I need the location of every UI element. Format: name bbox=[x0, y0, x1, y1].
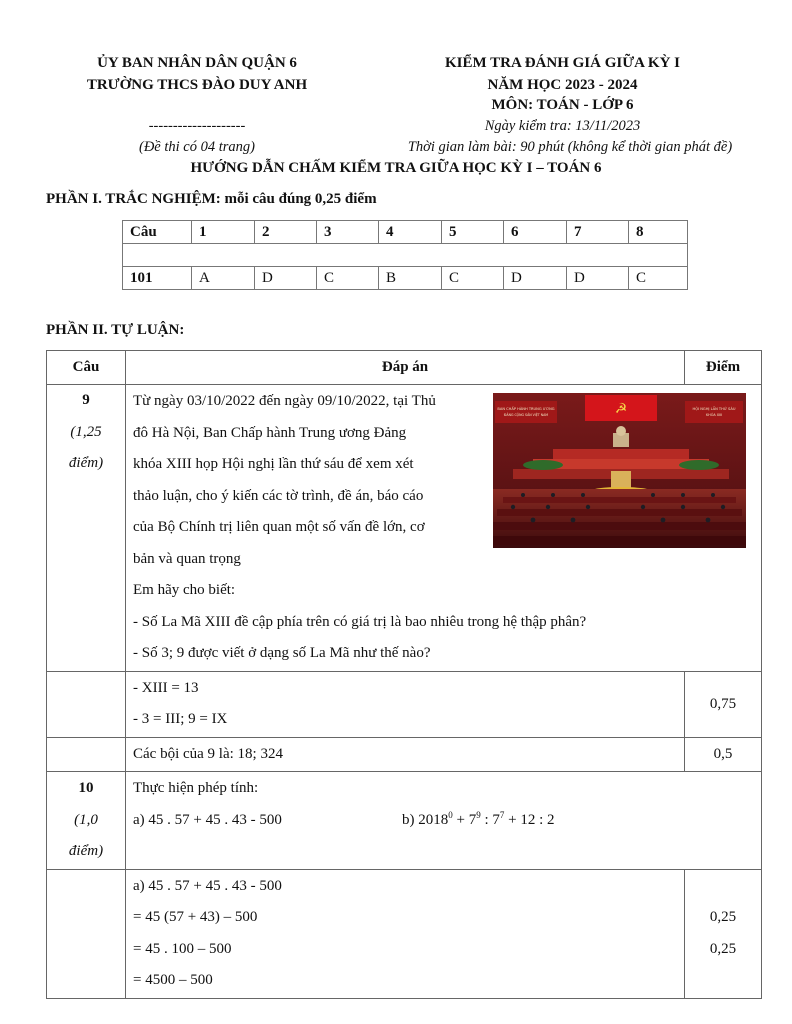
mc-answer-cell: D bbox=[567, 267, 629, 290]
q9-answer-line: - 3 = III; 9 = IX bbox=[133, 711, 228, 727]
mc-header-cell: 3 bbox=[317, 221, 379, 244]
mc-header-cell: 4 bbox=[379, 221, 442, 244]
q9-number: 9 bbox=[82, 392, 90, 408]
q9-points-unit: điểm) bbox=[68, 455, 104, 471]
mc-answer-row bbox=[123, 267, 688, 290]
q9-line: - Số 3; 9 được viết ở dạng số La Mã như thế nào? bbox=[133, 645, 431, 661]
q9-answer-row bbox=[47, 671, 762, 737]
q10-points: (1,0 bbox=[74, 811, 98, 828]
mc-answer-cell: D bbox=[255, 267, 317, 290]
col-diem-header: Điểm bbox=[685, 351, 762, 385]
exam-time: Thời gian làm bài: 90 phút (không kể thời gian phát đề) bbox=[407, 139, 733, 155]
page-count-note: (Đề thi có 04 trang) bbox=[139, 139, 255, 155]
part1-title: PHẦN I. TRẮC NGHIỆM: mỗi câu đúng 0,25 điểm bbox=[46, 191, 377, 207]
q10-question-text bbox=[126, 772, 762, 870]
col-cau-header: Câu bbox=[47, 351, 126, 385]
part2-title: PHẦN II. TỰ LUẬN: bbox=[46, 322, 185, 338]
mc-header-cell: 5 bbox=[442, 221, 504, 244]
svg-text:☭: ☭ bbox=[614, 401, 628, 417]
q10-b-prefix: b) 2018 bbox=[402, 811, 449, 828]
q10-b-exp: 7 bbox=[499, 809, 505, 820]
q9-line: Em hãy cho biết: bbox=[133, 582, 236, 598]
q10-b-exp: 0 bbox=[448, 809, 453, 820]
q10-solution-text bbox=[126, 869, 685, 998]
multiple-choice-table bbox=[122, 220, 688, 290]
q10-points-line: 0,25 bbox=[709, 940, 737, 957]
svg-text:HỘI NGHỊ LẦN THỨ SÁU: HỘI NGHỊ LẦN THỨ SÁU bbox=[692, 407, 736, 411]
q10-problems bbox=[133, 805, 760, 837]
school-name: TRƯỜNG THCS ĐÀO DUY ANH bbox=[86, 77, 308, 93]
q9-answer-text bbox=[126, 671, 685, 737]
q10-solution-row bbox=[47, 869, 762, 998]
q9-answer-points: 0,75 bbox=[685, 671, 762, 737]
col-dapan-header: Đáp án bbox=[126, 351, 685, 385]
subject: MÔN: TOÁN - LỚP 6 bbox=[491, 97, 634, 113]
q10-points-unit: điểm) bbox=[68, 843, 104, 859]
svg-text:BAN CHẤP HÀNH TRUNG ƯƠNG: BAN CHẤP HÀNH TRUNG ƯƠNG bbox=[497, 407, 555, 411]
q10-solution-points bbox=[685, 869, 762, 998]
q9-answer-line: - XIII = 13 bbox=[133, 679, 199, 696]
q10-intro: Thực hiện phép tính: bbox=[133, 780, 259, 796]
conference-photo bbox=[493, 393, 746, 548]
mc-exam-code: 101 bbox=[123, 267, 192, 290]
q10-b-exp: 9 bbox=[476, 809, 481, 820]
q10-solution-line: = 45 . 100 – 500 bbox=[133, 940, 232, 957]
q9-line: của Bộ Chính trị liên quan một số vấn đề lớn, cơ bbox=[133, 519, 425, 535]
q10-solution-line: = 45 (57 + 43) – 500 bbox=[133, 909, 258, 925]
q9-multiples-row bbox=[47, 737, 762, 772]
mc-answer-cell: D bbox=[504, 267, 567, 290]
q10-number: 10 bbox=[78, 780, 94, 796]
multiples-text: Các bội của 9 là: 18; 324 bbox=[126, 737, 685, 772]
q10-solution-line: = 4500 – 500 bbox=[133, 972, 213, 988]
mc-answer-cell: C bbox=[629, 267, 688, 290]
exam-date: Ngày kiểm tra: 13/11/2023 bbox=[484, 118, 641, 134]
svg-text:KHÓA XIII: KHÓA XIII bbox=[705, 413, 723, 417]
q10-points-line: 0,25 bbox=[709, 909, 737, 925]
q10-question-row bbox=[47, 772, 762, 870]
q9-answer-blank bbox=[47, 671, 126, 737]
q10-number-cell bbox=[47, 772, 126, 870]
q10-b-term: + 7 bbox=[452, 811, 477, 828]
mc-header-cell: 2 bbox=[255, 221, 317, 244]
q10-part-b bbox=[402, 805, 555, 837]
svg-text:ĐẢNG CỘNG SẢN VIỆT NAM: ĐẢNG CỘNG SẢN VIỆT NAM bbox=[503, 413, 549, 417]
mc-header-cell: 7 bbox=[567, 221, 629, 244]
mc-blank-row bbox=[123, 244, 688, 267]
q10-solution-line: a) 45 . 57 + 45 . 43 - 500 bbox=[133, 877, 282, 894]
school-year: NĂM HỌC 2023 - 2024 bbox=[487, 77, 638, 93]
mc-answer-cell: C bbox=[317, 267, 379, 290]
mc-header-cell: Câu bbox=[123, 221, 192, 244]
mc-header-row bbox=[123, 221, 688, 244]
multiples-blank bbox=[47, 737, 126, 772]
header-divider: -------------------- bbox=[148, 118, 246, 134]
school-district: ỦY BAN NHÂN DÂN QUẬN 6 bbox=[97, 55, 297, 71]
mc-answer-cell: B bbox=[379, 267, 442, 290]
q9-line: thảo luận, cho ý kiến các tờ trình, đề án, báo cáo bbox=[133, 487, 424, 504]
mc-answer-cell: A bbox=[192, 267, 255, 290]
q9-line: đô Hà Nội, Ban Chấp hành Trung ương Đảng bbox=[133, 424, 407, 441]
mc-answer-cell: C bbox=[442, 267, 504, 290]
q10-b-tail: + 12 : 2 bbox=[504, 811, 555, 828]
mc-header-cell: 6 bbox=[504, 221, 567, 244]
exam-title: KIỂM TRA ĐÁNH GIÁ GIỮA KỲ I bbox=[444, 55, 681, 71]
q10-b-term: : 7 bbox=[480, 811, 500, 828]
q9-line: Từ ngày 03/10/2022 đến ngày 09/10/2022, tại Thủ bbox=[133, 393, 436, 409]
essay-header-row bbox=[47, 351, 762, 385]
q9-line: khóa XIII họp Hội nghị lần thứ sáu để xem xét bbox=[133, 456, 414, 472]
multiples-points: 0,5 bbox=[685, 737, 762, 772]
q10-solution-blank bbox=[47, 869, 126, 998]
q10-part-a: a) 45 . 57 + 45 . 43 - 500 bbox=[133, 811, 282, 828]
q9-number-cell bbox=[47, 385, 126, 672]
mc-header-cell: 1 bbox=[192, 221, 255, 244]
q9-line: bản và quan trọng bbox=[133, 550, 241, 567]
mc-blank-cell bbox=[123, 244, 688, 267]
q9-line: - Số La Mã XIII đề cập phía trên có giá trị là bao nhiêu trong hệ thập phân? bbox=[133, 613, 587, 630]
document-title: HƯỚNG DẪN CHẤM KIỂM TRA GIỮA HỌC KỲ I – TOÁN 6 bbox=[190, 160, 602, 176]
q9-points: (1,25 bbox=[70, 423, 102, 440]
mc-header-cell: 8 bbox=[629, 221, 688, 244]
